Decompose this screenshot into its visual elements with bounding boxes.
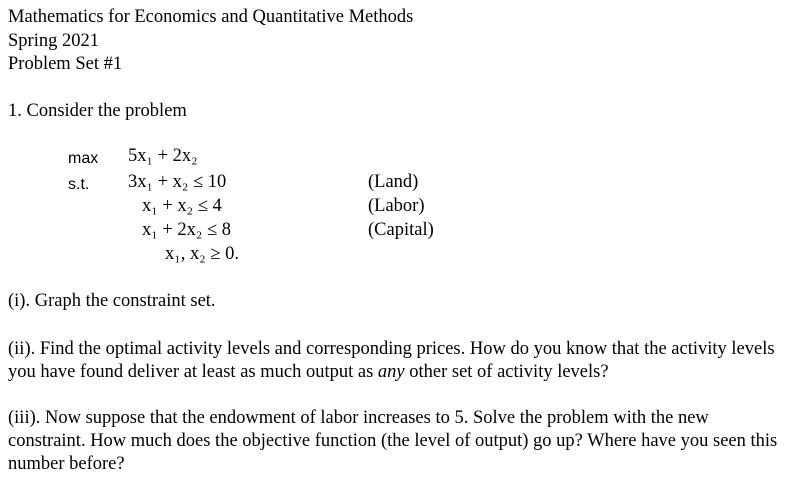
labor-constraint-lhs: x₁ + x₂ xyxy=(142,196,194,216)
capital-constraint-rhs: 8 xyxy=(221,220,231,240)
labor-constraint-relation: ≤ xyxy=(197,196,208,216)
capital-label: (Capital) xyxy=(368,220,434,240)
part-ii-text-1: (ii). Find the optimal activity levels and corresponding prices. How do you know that the activity levels you have found deliver at least as much output as xyxy=(8,339,775,382)
land-constraint-relation: ≤ xyxy=(192,172,204,192)
part-ii-text-2: other set of activity levels? xyxy=(404,362,609,382)
problem-intro: 1. Consider the problem xyxy=(8,101,187,121)
land-label: (Land) xyxy=(368,172,419,192)
term: Spring 2021 xyxy=(8,31,99,51)
course-title: Mathematics for Economics and Quantitative Methods xyxy=(8,7,414,27)
labor-constraint-rhs: 4 xyxy=(212,196,222,216)
nonnegativity-relation: ≥ xyxy=(210,244,221,264)
capital-constraint-relation: ≤ xyxy=(206,220,218,240)
land-constraint-rhs: 10 xyxy=(207,172,227,192)
part-ii xyxy=(8,338,783,384)
nonnegativity-lhs: x₁, x₂ xyxy=(165,244,206,264)
land-constraint-lhs: 3x₁ + x₂ xyxy=(128,172,189,192)
part-ii-emphasis: any xyxy=(377,362,405,382)
labor-label: (Labor) xyxy=(368,196,425,216)
part-iii: (iii). Now suppose that the endowment of labor increases to 5. Solve the problem with the new constraint. How much does the objective function (the level of output) go up? Where have you seen this number before? xyxy=(8,408,778,474)
land-constraint xyxy=(128,172,226,193)
nonnegativity-rhs: 0. xyxy=(225,244,239,264)
nonnegativity-constraint xyxy=(165,244,239,265)
capital-constraint-lhs: x₁ + 2x₂ xyxy=(142,220,203,240)
max-label: max xyxy=(68,150,99,167)
capital-constraint xyxy=(142,220,231,241)
problem-set-title: Problem Set #1 xyxy=(8,54,123,74)
labor-constraint xyxy=(142,196,222,217)
part-i: (i). Graph the constraint set. xyxy=(8,291,216,311)
objective-function: 5x₁ + 2x₂ xyxy=(128,146,198,166)
st-label: s.t. xyxy=(68,176,90,193)
